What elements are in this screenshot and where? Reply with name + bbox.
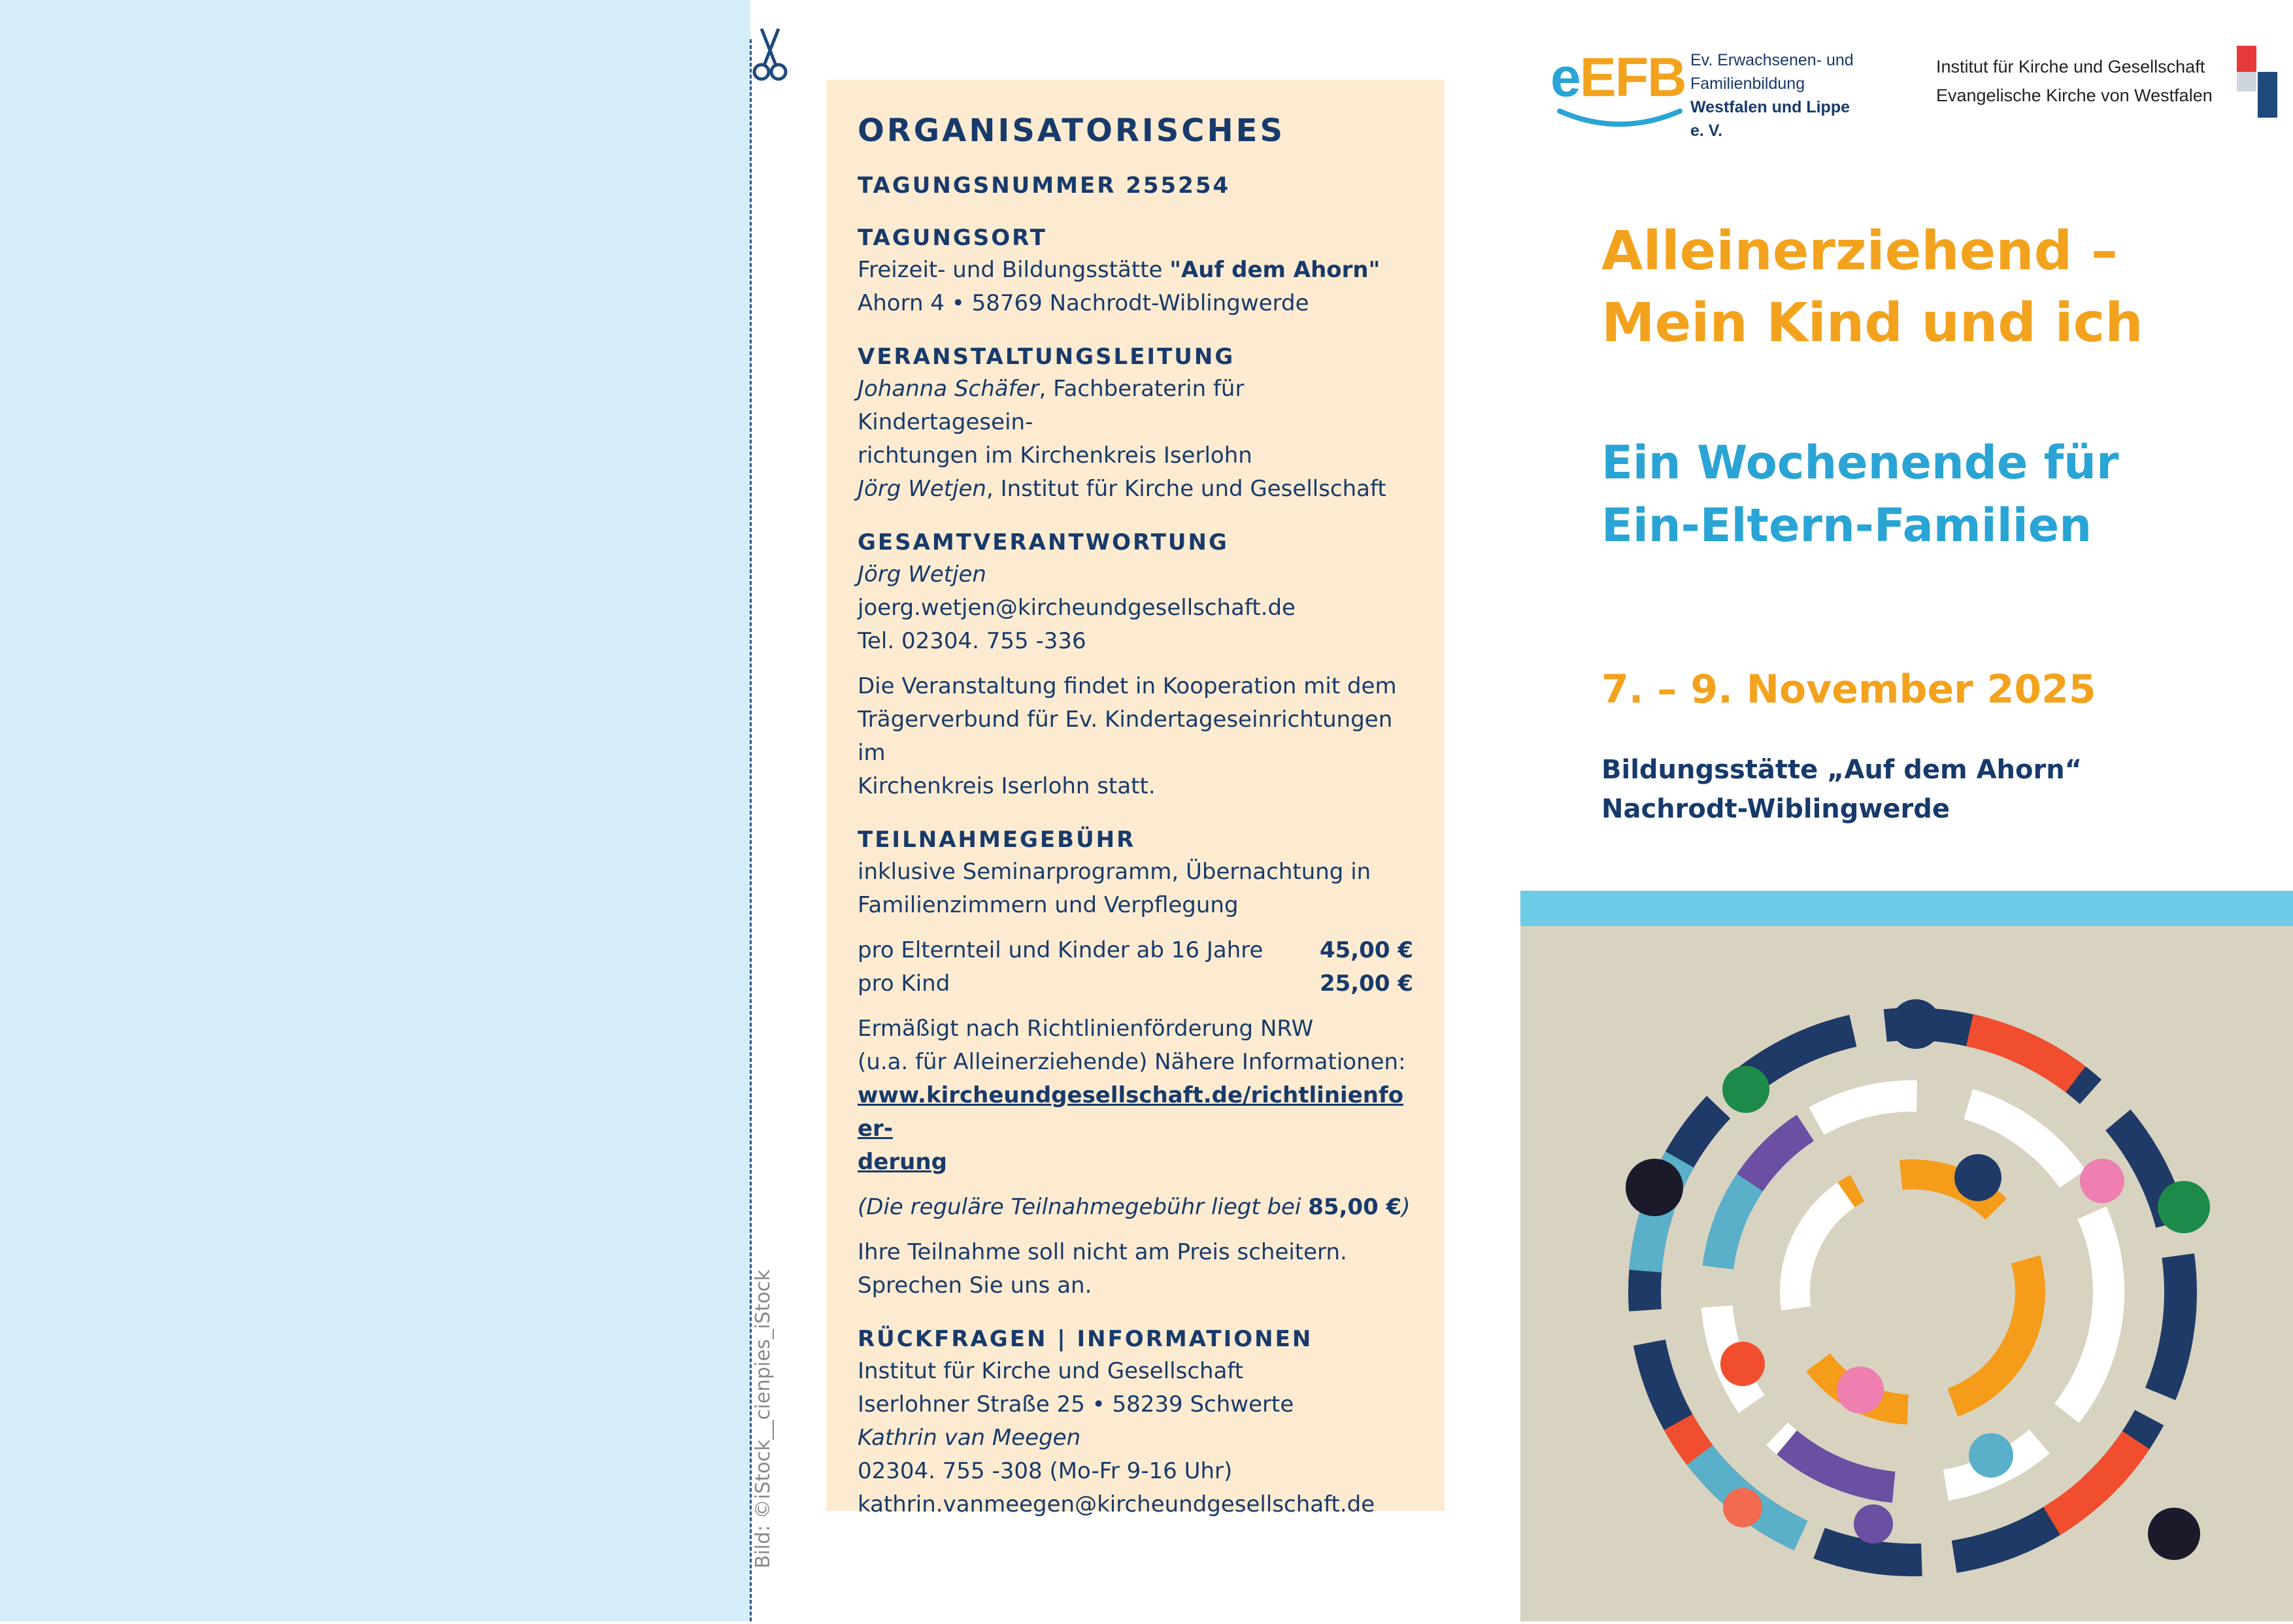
leitung-person1-cont: richtungen im Kirchenkreis Iserlohn xyxy=(858,442,1252,469)
event-date: 7. – 9. November 2025 xyxy=(1601,667,2096,712)
kooperation-line: Trägerverbund für Ev. Kindertageseinrichtungen im xyxy=(858,706,1393,766)
iks-logo-square xyxy=(2237,72,2256,91)
tagungsnummer: TAGUNGSNUMMER 255254 xyxy=(858,173,1231,199)
gesamt-phone: Tel. 02304. 755 -336 xyxy=(858,628,1086,654)
efb-logo-mark: eEFB xyxy=(1550,46,1686,108)
person-head xyxy=(2148,1508,2200,1560)
rueckfragen-label: RÜCKFRAGEN | INFORMATIONEN xyxy=(858,1326,1313,1352)
image-credit: Bild: ©iStock__cienpies_iStock xyxy=(752,1269,775,1568)
efb-logo-text: Ev. Erwachsenen- und Familienbildung Westfalen und Lippe e. V. xyxy=(1690,51,1854,140)
event-venue: Bildungsstätte „Auf dem Ahorn“ Nachrodt-Wiblingwerde xyxy=(1601,755,2082,824)
tagungsort-label: TAGUNGSORT xyxy=(858,225,1047,251)
efb-logo xyxy=(1550,46,1864,140)
iks-logo: Institut für Kirche und Gesellschaft Evangelische Kirche von Westfalen xyxy=(1936,52,2289,131)
tagungsort-line2: Ahorn 4 • 58769 Nachrodt-Wiblingwerde xyxy=(858,290,1309,316)
price-note: Ihre Teilnahme soll nicht am Preis scheitern. xyxy=(858,1239,1347,1265)
gebuehr-label: TEILNAHMEGEBÜHR xyxy=(858,827,1136,853)
person-head xyxy=(1626,1159,1683,1216)
reduced-line: (u.a. für Alleinerziehende) Nähere Informationen: xyxy=(858,1049,1406,1075)
person-head xyxy=(1723,1488,1762,1527)
families-circle-illustration xyxy=(1520,926,2293,1621)
person-head xyxy=(1891,999,1941,1049)
rueckfragen-address: Iserlohner Straße 25 • 58239 Schwerte xyxy=(858,1391,1294,1417)
cover-subtitle: Ein Wochenende für Ein-Eltern-Familien xyxy=(1601,436,2119,552)
tagungsort-line1: Freizeit- und Bildungsstätte "Auf dem Ahorn" xyxy=(858,257,1381,283)
fee-row: pro Kind 25,00 € xyxy=(858,970,1413,997)
rueckfragen-org: Institut für Kirche und Gesellschaft xyxy=(858,1358,1244,1384)
person-head xyxy=(2158,1181,2210,1233)
cover-band xyxy=(1520,891,2293,926)
rueckfragen-name: Kathrin van Meegen xyxy=(858,1425,1081,1451)
gesamt-email[interactable]: joerg.wetjen@kircheundgesellschaft.de xyxy=(858,595,1296,621)
price-note: Sprechen Sie uns an. xyxy=(858,1272,1092,1299)
leitung-label: VERANSTALTUNGSLEITUNG xyxy=(858,344,1235,370)
richtlinien-link-cont[interactable]: derung xyxy=(858,1149,947,1175)
person-head xyxy=(1720,1342,1765,1386)
kooperation-line: Kirchenkreis Iserlohn statt. xyxy=(858,773,1156,799)
cover-title: Alleinerziehend – Mein Kind und ich xyxy=(1601,220,2143,354)
gebuehr-desc: Familienzimmern und Verpflegung xyxy=(858,892,1239,918)
gesamt-name: Jörg Wetjen xyxy=(858,561,986,588)
efb-smile-icon xyxy=(1554,106,1685,132)
person-head xyxy=(1954,1154,2001,1201)
fee-row: pro Elternteil und Kinder ab 16 Jahre 45,00 € xyxy=(858,937,1413,963)
iks-logo-square xyxy=(2237,46,2256,72)
scissors-icon xyxy=(747,25,793,84)
person-head xyxy=(2080,1159,2124,1203)
leitung-person2: Jörg Wetjen, Institut für Kirche und Gesellschaft xyxy=(858,476,1386,502)
person-head xyxy=(1722,1066,1769,1113)
reduced-line: Ermäßigt nach Richtlinienförderung NRW xyxy=(858,1016,1314,1042)
person-head xyxy=(1837,1367,1884,1414)
gebuehr-desc: inklusive Seminarprogramm, Übernachtung in xyxy=(858,859,1371,885)
kooperation-line: Die Veranstaltung findet in Kooperation mit dem xyxy=(858,673,1397,699)
rueckfragen-email[interactable]: kathrin.vanmeegen@kircheundgesellschaft.de xyxy=(858,1491,1375,1517)
person-head xyxy=(1969,1433,2013,1478)
cover-illustration xyxy=(1520,926,2293,1621)
richtlinien-link[interactable]: www.kircheundgesellschaft.de/richtlinienfoer- xyxy=(858,1082,1404,1142)
gesamt-label: GESAMTVERANTWORTUNG xyxy=(858,529,1229,555)
person-head xyxy=(1854,1504,1893,1544)
leitung-person1: Johanna Schäfer, Fachberaterin für Kindertagesein- xyxy=(858,376,1245,435)
left-panel xyxy=(0,0,750,1621)
rueckfragen-phone: 02304. 755 -308 (Mo-Fr 9-16 Uhr) xyxy=(858,1458,1233,1484)
info-box xyxy=(826,80,1445,1517)
info-heading: ORGANISATORISCHES xyxy=(858,112,1286,149)
iks-logo-square xyxy=(2258,72,2277,118)
regular-fee-note: (Die reguläre Teilnahmegebühr liegt bei 85,00 €) xyxy=(858,1194,1411,1220)
